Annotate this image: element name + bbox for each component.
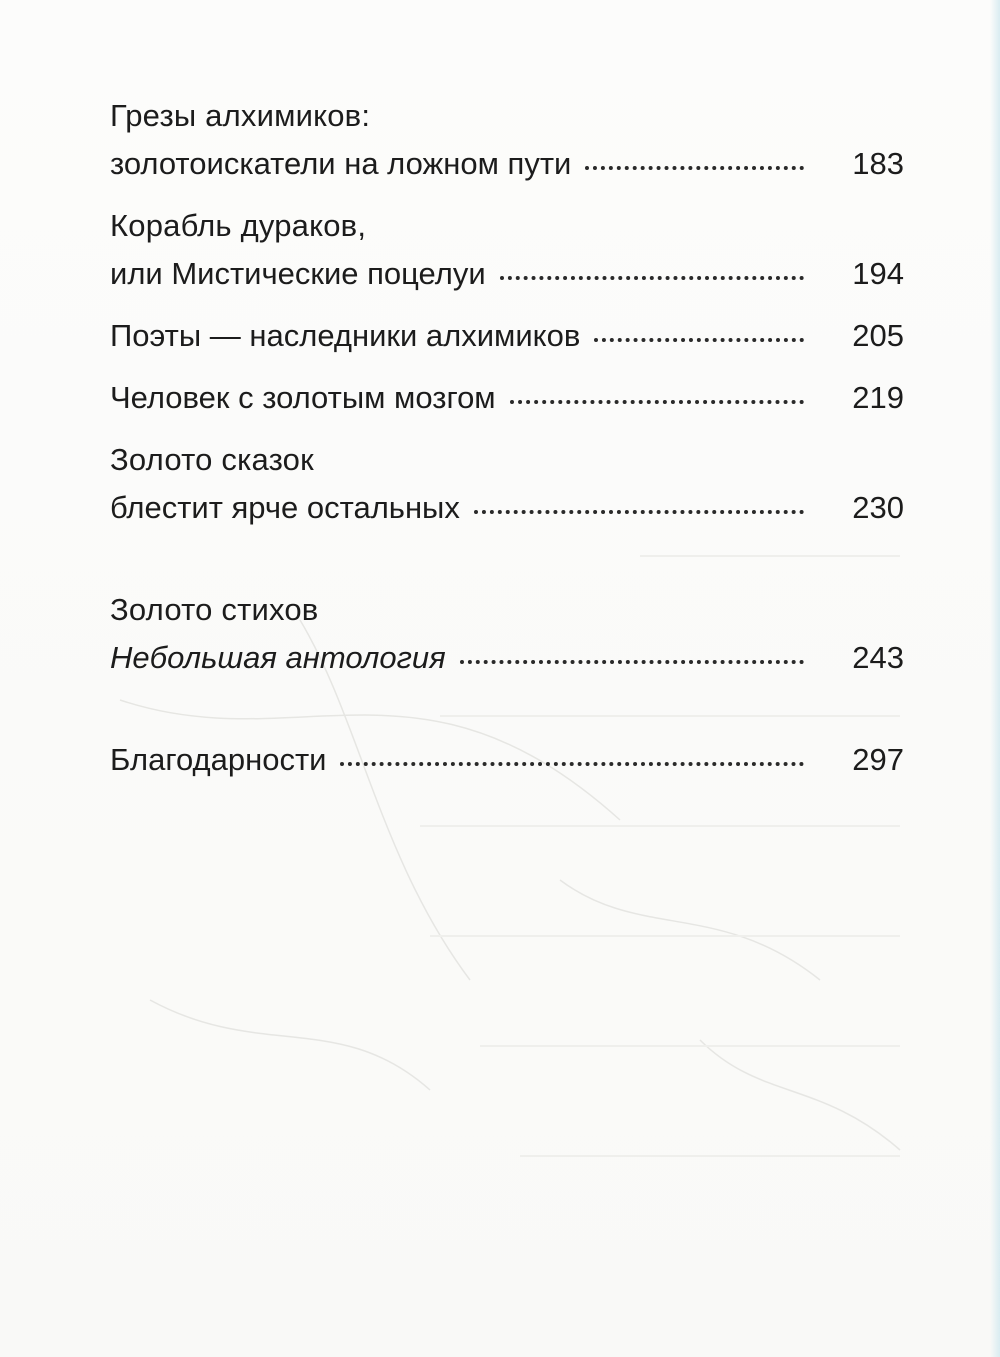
dot-leader bbox=[594, 338, 804, 342]
toc-page-number: 205 bbox=[852, 318, 904, 353]
toc-entry-title-line: Благодарности bbox=[110, 742, 327, 777]
toc-entry-title-line: Поэты — наследники алхимиков bbox=[110, 318, 581, 353]
toc-entry[interactable] bbox=[110, 312, 904, 360]
dot-leader bbox=[510, 400, 804, 404]
toc-entry-title-line: золотоискатели на ложном пути bbox=[110, 146, 572, 181]
toc-entry-last-line bbox=[110, 312, 904, 360]
toc-entry-title-line: Корабль дураков, bbox=[110, 208, 367, 243]
dot-leader bbox=[500, 276, 804, 280]
toc-page-number: 297 bbox=[852, 742, 904, 777]
page-edge-shadow bbox=[990, 0, 1000, 1357]
toc-page-number: 230 bbox=[852, 490, 904, 525]
toc-entry-last-line bbox=[110, 250, 904, 298]
toc-entry-title-line: блестит ярче остальных bbox=[110, 490, 460, 525]
toc-page-number: 219 bbox=[852, 380, 904, 415]
toc-entry-title-line: Золото стихов bbox=[110, 592, 319, 627]
dot-leader bbox=[460, 660, 804, 664]
toc-page-number: 183 bbox=[852, 146, 904, 181]
toc-entry-last-line bbox=[110, 374, 904, 422]
toc-entry[interactable] bbox=[110, 374, 904, 422]
table-of-contents bbox=[110, 92, 904, 798]
toc-page-number: 243 bbox=[852, 640, 904, 675]
toc-entry-last-line bbox=[110, 736, 904, 784]
toc-entry-last-line bbox=[110, 140, 904, 188]
toc-entry-last-line bbox=[110, 634, 904, 682]
toc-entry-title-line: Золото сказок bbox=[110, 442, 314, 477]
toc-entry[interactable] bbox=[110, 736, 904, 784]
toc-entry-subtitle: Небольшая антология bbox=[110, 640, 446, 675]
toc-entry[interactable] bbox=[110, 92, 904, 188]
toc-entry-title-line: или Мистические поцелуи bbox=[110, 256, 486, 291]
toc-entry[interactable] bbox=[110, 586, 904, 682]
toc-entry-title-line: Человек с золотым мозгом bbox=[110, 380, 496, 415]
toc-entry-title-line: Грезы алхимиков: bbox=[110, 98, 371, 133]
dot-leader bbox=[340, 762, 804, 766]
dot-leader bbox=[474, 510, 804, 514]
dot-leader bbox=[585, 166, 804, 170]
toc-entry-last-line bbox=[110, 484, 904, 532]
toc-entry[interactable] bbox=[110, 202, 904, 298]
toc-entry[interactable] bbox=[110, 436, 904, 532]
toc-page-number: 194 bbox=[852, 256, 904, 291]
